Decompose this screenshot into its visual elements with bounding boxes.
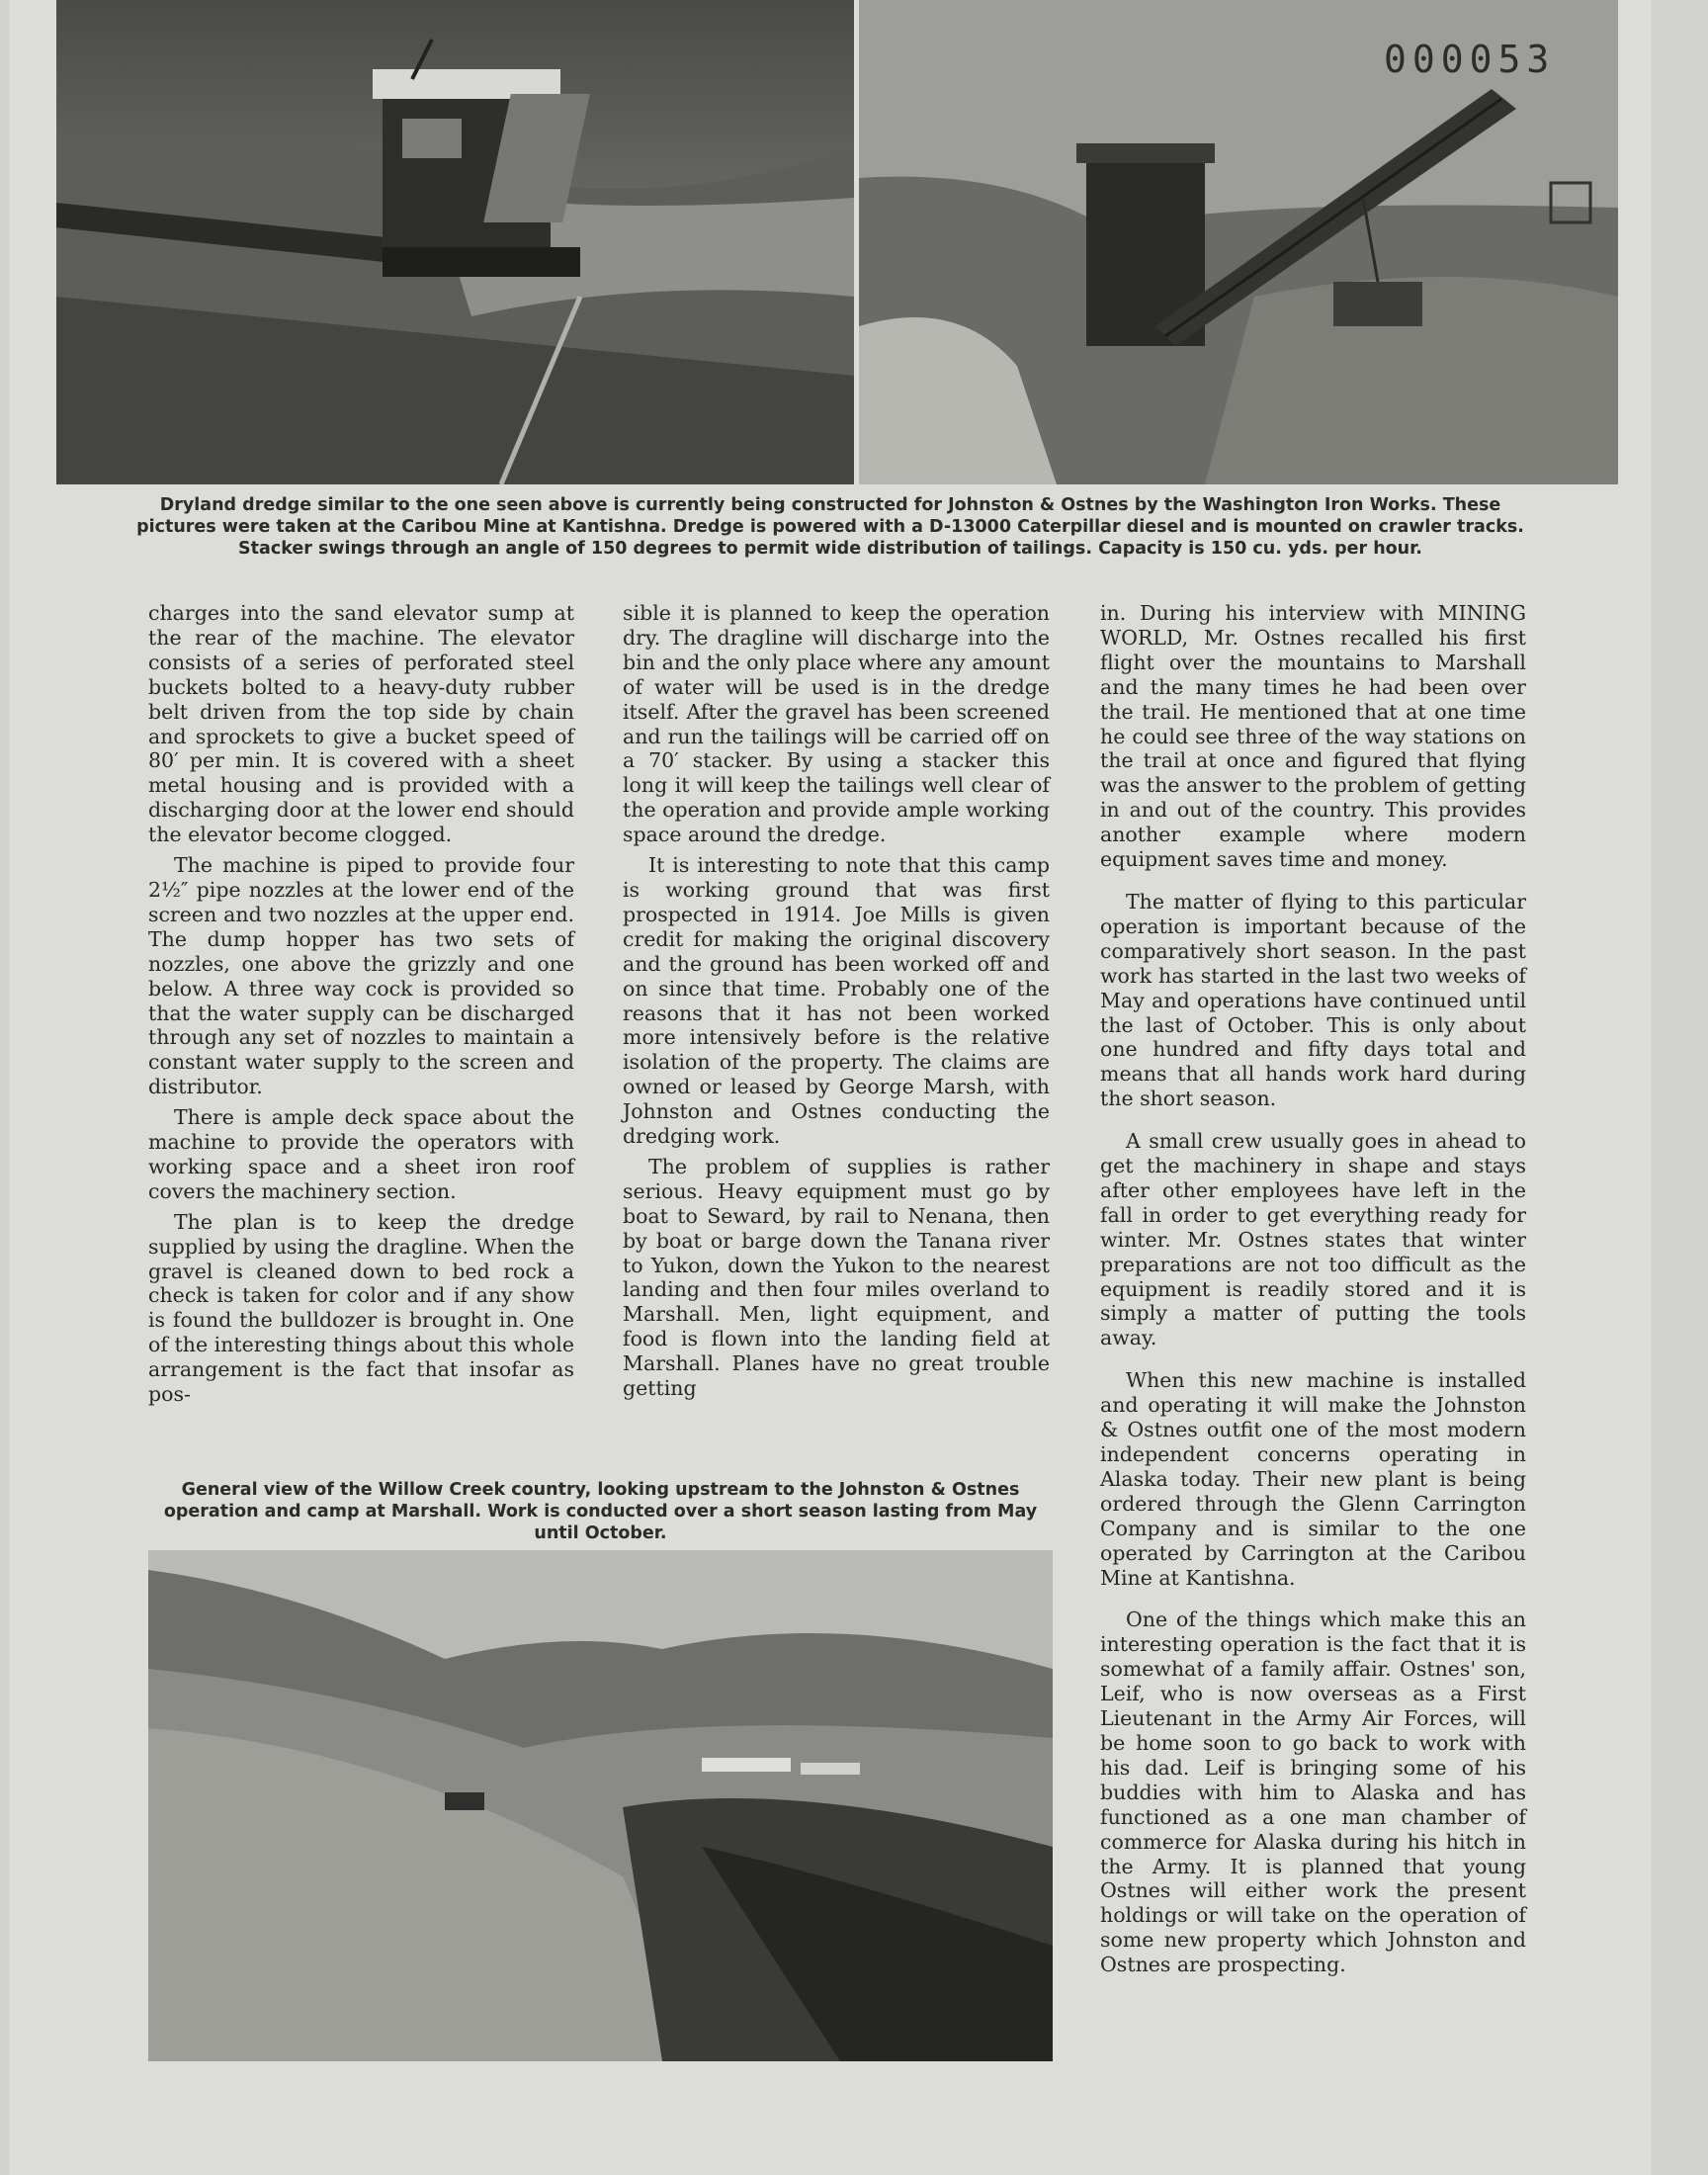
article-column-2 bbox=[623, 601, 1050, 1401]
paragraph: The plan is to keep the dredge supplied by using the dragline. When the gravel is cleaned down to bed rock a check is taken for color and if any show is found the bulldozer is brought in. One of the interesting things about this whole arrangement is the fact that insofar as pos- bbox=[148, 1209, 574, 1407]
article-column-1 bbox=[148, 601, 574, 1407]
dredge-photo-left bbox=[56, 0, 854, 484]
top-photo-caption: Dryland dredge similar to the one seen above is currently being constructed for Johnston & Ostnes by the Washington Iron Works. These pictures were taken at the Caribou Mine at Kantishna. Dredge is powered with a D-13000 Caterpillar diesel and is mounted on crawler tracks. Stacker swings through an angle of 150 degrees to permit wide distribution of tailings. Capacity is 150 cu. yds. per hour. bbox=[136, 495, 1524, 559]
paragraph: The problem of supplies is rather serious. Heavy equipment must go by boat to Seward, by rail to Nenana, then by boat or barge down the Tanana river to Yukon, down the Yukon to the nearest landing and then four miles overland to Marshall. Men, light equipment, and food is flown into the landing field at Marshall. Planes have no great trouble getting bbox=[623, 1154, 1050, 1401]
paragraph: charges into the sand elevator sump at the rear of the machine. The elevator consists of a series of perforated steel buckets bolted to a heavy-duty rubber belt driven from the top side by chain and sprockets to give a bucket speed of 80′ per min. It is covered with a sheet metal housing and is provided with a discharging door at the lower end should the elevator become clogged. bbox=[148, 601, 574, 847]
page-number-stamp: 000053 bbox=[1384, 38, 1556, 81]
bottom-photo-caption: General view of the Willow Creek country, looking upstream to the Johnston & Ostnes operation and camp at Marshall. Work is conducted over a short season lasting from May until October. bbox=[163, 1480, 1038, 1543]
paragraph: It is interesting to note that this camp is working ground that was first prospected in 1914. Joe Mills is given credit for making the original discovery and the ground has been worked off and on since that time. Probably one of the reasons that it has not been worked more intensively before is the relative isolation of the property. The claims are owned or leased by George Marsh, with Johnston and Ostnes conducting the dredging work. bbox=[623, 853, 1050, 1149]
paragraph: A small crew usually goes in ahead to get the machinery in shape and stays after other employees have left in the fall in order to get everything ready for winter. Mr. Ostnes states that winter preparations are not too difficult as the equipment is readily stored and it is simply a matter of putting the tools away. bbox=[1100, 1129, 1526, 1350]
article-column-3 bbox=[1100, 601, 1526, 1977]
paragraph: sible it is planned to keep the operation dry. The dragline will discharge into the bin and the only place where any amount of water will be used is in the dredge itself. After the gravel has been screened and run the tailings will be carried off on a 70′ stacker. By using a stacker this long it will keep the tailings well clear of the operation and provide ample working space around the dredge. bbox=[623, 601, 1050, 847]
paragraph: When this new machine is installed and operating it will make the Johnston & Ostnes outfit one of the most modern independent concerns operating in Alaska today. Their new plant is being ordered through the Glenn Carrington Company and is similar to the one operated by Carrington at the Caribou Mine at Kantishna. bbox=[1100, 1368, 1526, 1590]
paragraph: The matter of flying to this particular operation is important because of the comparatively short season. In the past work has started in the last two weeks of May and operations have continued until the last of October. This is only about one hundred and fifty days total and means that all hands work hard during the short season. bbox=[1100, 889, 1526, 1111]
paragraph: in. During his interview with MINING WORLD, Mr. Ostnes recalled his first flight over the mountains to Marshall and the many times he had been over the trail. He mentioned that at one time he could see three of the way stations on the trail at once and figured that flying was the answer to the problem of getting in and out of the country. This provides another example where modern equipment saves time and money. bbox=[1100, 601, 1526, 872]
paragraph: There is ample deck space about the machine to provide the operators with working space and a sheet iron roof covers the machinery section. bbox=[148, 1105, 574, 1203]
paragraph: One of the things which make this an interesting operation is the fact that it is somewhat of a family affair. Ostnes' son, Leif, who is now overseas as a First Lieutenant in the Army Air Forces, will be home soon to go back to work with his dad. Leif is bringing some of his buddies with him to Alaska and has functioned as a one man chamber of commerce for Alaska during his hitch in the Army. It is planned that young Ostnes will either work the present holdings or will take on the operation of some new property which Johnston and Ostnes are prospecting. bbox=[1100, 1608, 1526, 1977]
willow-creek-photo bbox=[148, 1550, 1053, 2061]
paragraph: The machine is piped to provide four 2½″ pipe nozzles at the lower end of the screen and two nozzles at the upper end. The dump hopper has two sets of nozzles, one above the grizzly and one below. A three way cock is provided so that the water supply can be discharged through any set of nozzles to maintain a constant water supply to the screen and distributor. bbox=[148, 853, 574, 1099]
